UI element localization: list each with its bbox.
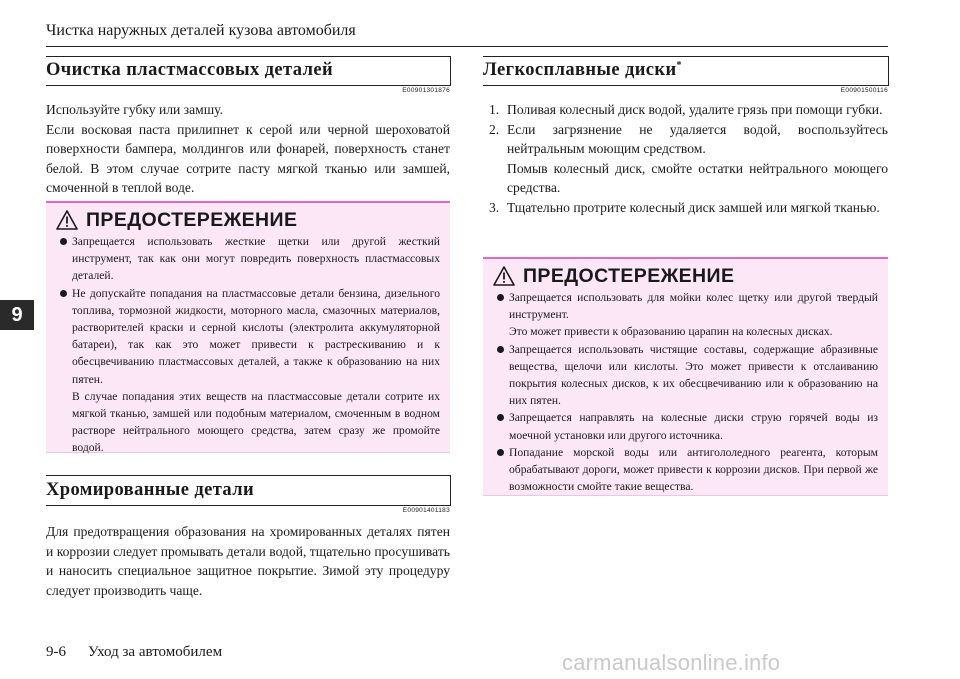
section-frame-bottom	[46, 505, 450, 506]
section-title-plastic: Очистка пластмассовых деталей	[46, 60, 334, 80]
section-title-alloy-text: Легкосплавные диски	[483, 60, 677, 81]
alloy-steps-list	[489, 100, 888, 217]
step-text: Если загрязнение не удаляется водой, воспользуйтесь нейтральным моющим средством.	[507, 121, 888, 156]
warning-item-text: Запрещается использовать чистящие составы, содержащие абразивные вещества, щелочи или кислоты. Это может привести к отслаиванию покрытия колесных дисков, к их обесцвечиванию или к образованию на них пятен.	[509, 342, 878, 408]
step-number: 1.	[489, 102, 500, 117]
step-text: Поливая колесный диск водой, удалите грязь при помощи губки.	[507, 102, 883, 117]
warning-item-text: Запрещается направлять на колесные диски струю горячей воды из моечной установки или другого источника.	[509, 411, 878, 442]
section-frame-right	[450, 475, 451, 506]
warning-item	[60, 285, 440, 457]
plastic-line-2: Если восковая паста прилипнет к серой или черной шероховатой поверхности бампера, молдингов или фонарей, поверхность станет белой. В этом случае сотрите пасту мягкой тканью или замшей, смоченной в теплой воде.	[46, 121, 450, 195]
section-title-alloy	[483, 60, 682, 81]
section-code-plastic: E00901301876	[402, 87, 450, 94]
page-footer	[46, 644, 244, 661]
section-frame-right	[888, 56, 889, 86]
list-item	[489, 100, 888, 120]
section-frame-right	[450, 56, 451, 86]
warning-header	[46, 203, 450, 233]
warning-triangle-icon	[56, 210, 78, 230]
warning-item	[497, 409, 878, 443]
plastic-line-1: Используйте губку или замшу.	[46, 102, 224, 117]
section-code-chrome: E00901401183	[402, 507, 450, 514]
plastic-body-text	[46, 100, 450, 198]
section-frame-top	[46, 56, 450, 57]
section-frame-bottom	[46, 85, 450, 86]
warning-item	[497, 444, 878, 496]
warning-item-text: Не допускайте попадания на пластмассовые детали бензина, дизельного топлива, тормозной жидкости, моторного масла, смазочных материалов, растворителей краски и серной кислоты (электролита аккумуляторной батареи), так как это может привести к растрескиванию и к обесцвечиванию пластмассовых деталей, а также к образованию на них пятен.	[72, 286, 440, 386]
warning-item-text: Запрещается использовать жесткие щетки или другой жесткий инструмент, так как они могут повредить поверхность пластмассовых деталей.	[72, 235, 440, 283]
warning-title: ПРЕДОСТЕРЕЖЕНИЕ	[86, 208, 298, 231]
list-item	[489, 120, 888, 198]
warning-list-plastic	[46, 233, 450, 465]
page-number: 9-6	[46, 644, 66, 660]
warning-list-alloy	[483, 289, 888, 503]
section-title-chrome: Хромированные детали	[46, 480, 255, 500]
step-number: 2.	[489, 121, 500, 137]
chrome-body-text: Для предотвращения образования на хромированных деталях пятен и коррозии следует промывать детали водой, тщательно просушивать и наносить специальное защитное покрытие. Зимой эту процедуру следует производить чаще.	[46, 524, 450, 598]
warning-item-text: Попадание морской воды или антигололедного реагента, которым обрабатывают дороги, может привести к коррозии дисков. При первой же возможности смойте такие вещества.	[509, 445, 878, 494]
warning-item-extra: Это может привести к образованию царапин на колесных дисках.	[509, 325, 833, 339]
warning-item	[497, 341, 878, 410]
header-divider	[46, 46, 888, 47]
warning-title: ПРЕДОСТЕРЕЖЕНИЕ	[523, 264, 735, 287]
section-frame-top	[46, 475, 450, 476]
step-extra: Помыв колесный диск, смойте остатки нейтрального моющего средства.	[507, 160, 888, 195]
warning-box-plastic	[46, 201, 450, 453]
chapter-name: Уход за автомобилем	[88, 644, 223, 660]
list-item	[489, 198, 888, 218]
step-text: Тщательно протрите колесный диск замшей или мягкой тканью.	[507, 199, 880, 215]
section-title-alloy-mark: *	[676, 60, 682, 71]
warning-item	[497, 289, 878, 341]
site-watermark: carmanualsonline.info	[562, 650, 781, 675]
section-frame-top	[483, 56, 888, 57]
step-number: 3.	[489, 199, 500, 215]
warning-box-alloy	[483, 257, 888, 496]
warning-item-extra: В случае попадания этих веществ на пластмассовые детали сотрите их мягкой тканью, замшей или подобным материалом, смоченным в водном растворе нейтрального моющего средства, затем сразу же промойте водой.	[72, 389, 440, 455]
warning-item	[60, 233, 440, 285]
section-frame-bottom	[483, 85, 888, 86]
warning-triangle-icon	[493, 266, 515, 286]
chapter-tab: 9	[0, 300, 34, 330]
page-header-title: Чистка наружных деталей кузова автомобиля	[46, 22, 356, 39]
warning-header	[483, 259, 888, 289]
warning-item-text: Запрещается использовать для мойки колес щетку или другой твердый инструмент.	[509, 291, 878, 322]
section-code-alloy: E00901500116	[840, 87, 888, 94]
